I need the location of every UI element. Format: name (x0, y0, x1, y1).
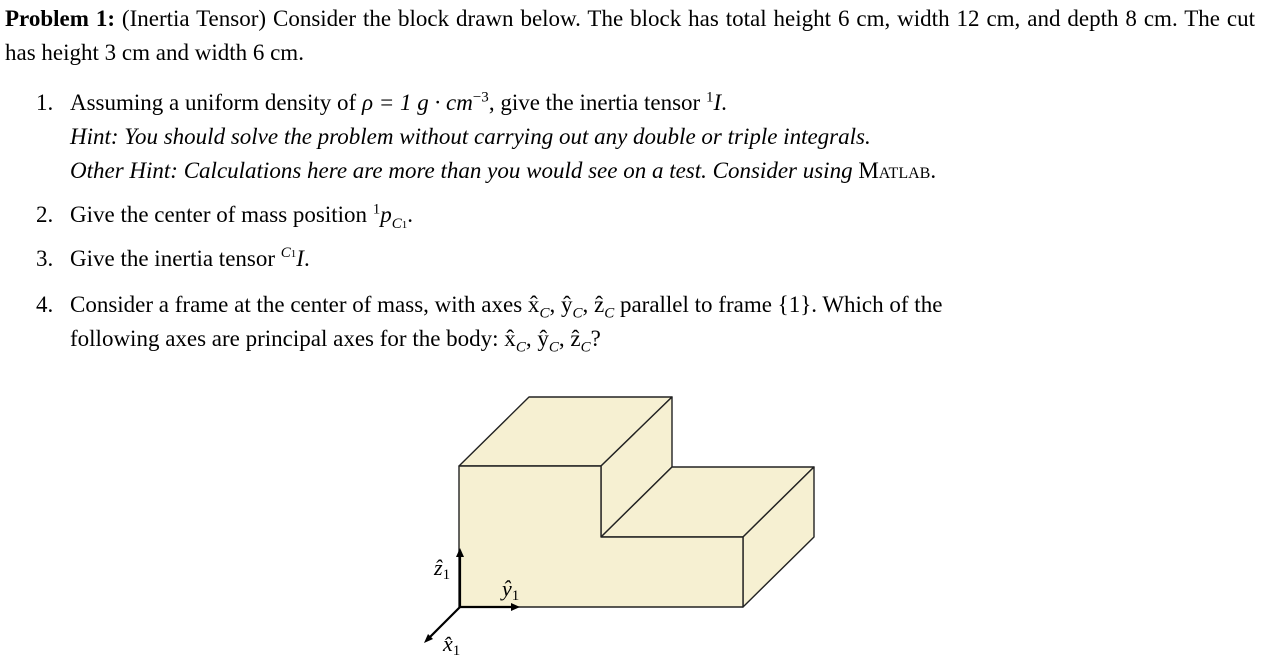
axis-subscript: C (548, 339, 559, 356)
item-text: Consider a frame at the center of mass, with axes x̂ (70, 292, 540, 317)
matlab-label: Matlab (858, 158, 931, 183)
item-end: . (407, 202, 414, 227)
axis-subscript: C (580, 339, 591, 356)
com-subscript: C (391, 215, 402, 232)
item-text: , ŷ (525, 326, 549, 351)
axis-subscript: C (604, 305, 615, 322)
item-number: 4. (36, 292, 54, 317)
item-text: , ẑ (558, 326, 581, 351)
hint-2-text: Other Hint: Calculations here are more than you would see on a test. Consider using (70, 158, 859, 183)
frame-superscript: 1 (705, 89, 714, 106)
hint-1: Hint: You should solve the problem without carrying out any double or triple integrals. (70, 124, 871, 149)
com-superscript: C (280, 245, 291, 262)
inertia-symbol: I (713, 90, 722, 115)
item-text: , ẑ (582, 292, 605, 317)
axis-subscript: C (539, 305, 550, 322)
frame-superscript: 1 (372, 201, 381, 218)
item-text: , give the inertia tensor (488, 90, 706, 115)
problem-topic: (Inertia Tensor) (121, 6, 267, 31)
problem-text-1: Consider the block drawn below. The block has total height 6 cm, width 12 (272, 6, 980, 31)
axis-subscript: C (572, 305, 583, 322)
item-text: following axes are principal axes for the body: x̂ (70, 326, 516, 351)
item-text: Assuming a uniform density of (70, 90, 362, 115)
item-text: Give the center of mass position (70, 202, 373, 227)
item-end: . (303, 246, 310, 271)
problem-label: Problem 1: (5, 6, 115, 31)
com-superscript-index: 1 (290, 248, 297, 261)
item-end: . (721, 90, 727, 115)
x-axis-label: x̂1 (443, 631, 461, 659)
item-text: Give the inertia tensor (70, 246, 281, 271)
position-symbol: p (380, 202, 392, 227)
z-axis-label: ẑ1 (434, 555, 451, 583)
hint-2-end: . (930, 158, 937, 183)
problem-text-2: cm, and depth 8 cm. The cut has height 3 cm and width 6 cm. (5, 6, 1255, 65)
item-number: 1. (36, 90, 54, 115)
item-text: ? (590, 326, 601, 351)
item-text: , ŷ (549, 292, 573, 317)
axis-subscript: C (515, 339, 526, 356)
density-expression: ρ = 1 g · cm (361, 90, 473, 115)
density-exponent: −3 (472, 89, 489, 106)
item-text: parallel to frame {1}. Which of the (614, 292, 943, 317)
y-axis-label: ŷ1 (502, 576, 520, 604)
com-subscript-index: 1 (401, 218, 408, 231)
item-number: 3. (36, 246, 54, 271)
item-number: 2. (36, 202, 54, 227)
inertia-symbol: I (296, 246, 304, 271)
